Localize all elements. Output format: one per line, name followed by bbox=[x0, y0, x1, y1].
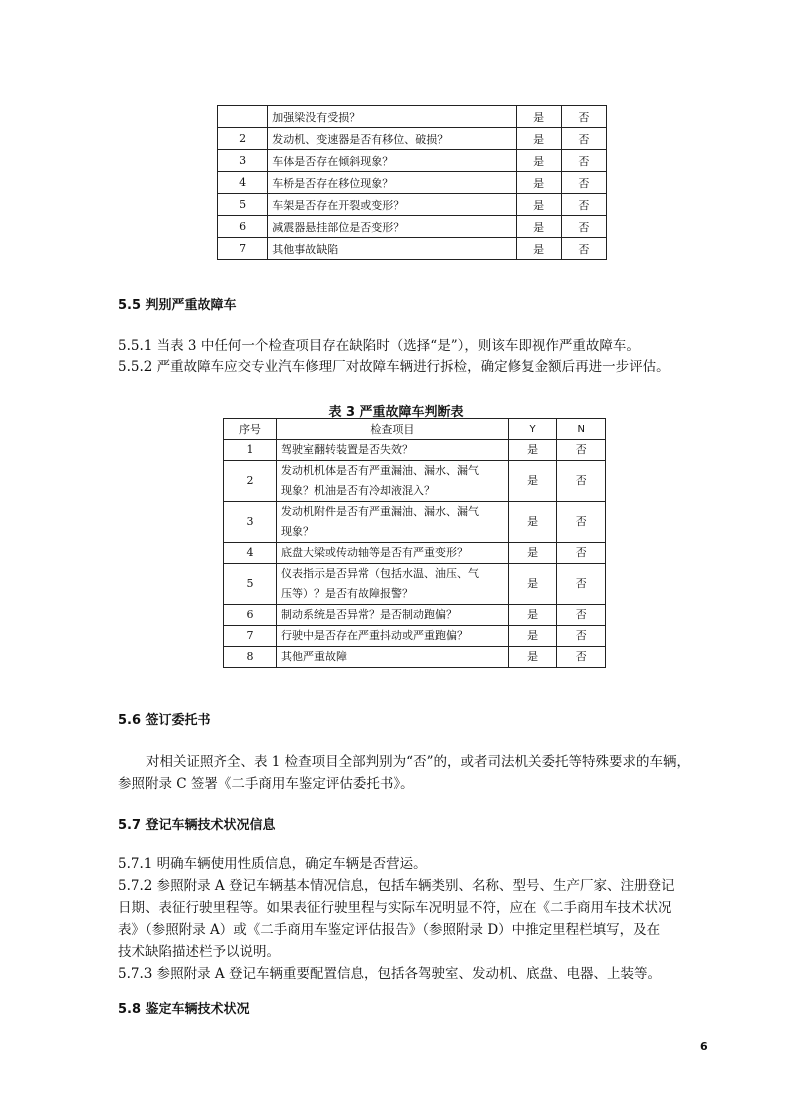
table-row bbox=[218, 238, 607, 260]
row-item: 驾驶室翻转装置是否失效？ bbox=[276, 440, 508, 461]
yes-option: 是 bbox=[508, 440, 557, 461]
no-option: 否 bbox=[557, 564, 606, 605]
row-number: 5 bbox=[224, 564, 277, 605]
yes-option: 是 bbox=[516, 106, 561, 128]
paragraph-5-7-3: 5.7.3 参照附录 A 登记车辆重要配置信息，包括各驾驶室、发动机、底盘、电器、上装等。 bbox=[118, 966, 661, 982]
table-row bbox=[224, 626, 606, 647]
row-number: 7 bbox=[224, 626, 277, 647]
yes-option: 是 bbox=[508, 626, 557, 647]
row-item-line: 仪表指示是否异常（包括水温、油压、气 bbox=[280, 567, 479, 580]
row-item: 行驶中是否存在严重抖动或严重跑偏？ bbox=[276, 626, 508, 647]
row-item: 底盘大梁或传动轴等是否有严重变形？ bbox=[276, 543, 508, 564]
paragraph-5-6-line-1: 对相关证照齐全、表 1 检查项目全部判别为“否”的，或者司法机关委托等特殊要求的车辆， bbox=[146, 754, 690, 770]
header-yes: Y bbox=[508, 419, 557, 440]
yes-option: 是 bbox=[508, 502, 557, 543]
row-number: 6 bbox=[224, 605, 277, 626]
row-item: 其他严重故障 bbox=[276, 647, 508, 668]
no-option: 否 bbox=[557, 647, 606, 668]
no-option: 否 bbox=[557, 440, 606, 461]
table-row bbox=[224, 564, 606, 605]
no-option: 否 bbox=[561, 216, 606, 238]
no-option: 否 bbox=[561, 128, 606, 150]
row-item: 车体是否存在倾斜现象？ bbox=[268, 150, 516, 172]
no-option: 否 bbox=[561, 238, 606, 260]
table-row bbox=[218, 216, 607, 238]
table-3-caption: 表 3 严重故障车判断表 bbox=[328, 405, 464, 420]
row-item bbox=[276, 564, 508, 605]
no-option: 否 bbox=[561, 106, 606, 128]
table-row bbox=[224, 502, 606, 543]
paragraph-5-5-1: 5.5.1 当表 3 中任何一个检查项目存在缺陷时（选择“是”），则该车即视作严重故障车。 bbox=[118, 338, 640, 354]
yes-option: 是 bbox=[508, 543, 557, 564]
paragraph-5-7-2-line-4: 技术缺陷描述栏予以说明。 bbox=[118, 944, 280, 960]
table-row bbox=[224, 605, 606, 626]
row-item-line: 发动机附件是否有严重漏油、漏水、漏气 bbox=[280, 505, 479, 518]
row-item: 发动机、变速器是否有移位、破损？ bbox=[268, 128, 516, 150]
no-option: 否 bbox=[557, 461, 606, 502]
yes-option: 是 bbox=[508, 605, 557, 626]
paragraph-5-7-2-line-3: 表》（参照附录 A）或《二手商用车鉴定评估报告》（参照附录 D）中推定里程栏填写，及在 bbox=[118, 922, 661, 938]
yes-option: 是 bbox=[516, 128, 561, 150]
row-item: 制动系统是否异常？是否制动跑偏？ bbox=[276, 605, 508, 626]
row-number: 4 bbox=[224, 543, 277, 564]
header-no: N bbox=[557, 419, 606, 440]
no-option: 否 bbox=[561, 172, 606, 194]
yes-option: 是 bbox=[516, 172, 561, 194]
table-row bbox=[218, 172, 607, 194]
table-row bbox=[224, 647, 606, 668]
paragraph-5-5-2: 5.5.2 严重故障车应交专业汽车修理厂对故障车辆进行拆检，确定修复金额后再进一步评估。 bbox=[118, 359, 670, 375]
section-5-7-heading: 5.7 登记车辆技术状况信息 bbox=[118, 818, 276, 833]
row-number: 3 bbox=[224, 502, 277, 543]
table-row bbox=[224, 461, 606, 502]
table-header-row bbox=[224, 419, 606, 440]
row-number: 3 bbox=[218, 150, 268, 172]
section-5-5-heading: 5.5 判别严重故障车 bbox=[118, 298, 237, 313]
no-option: 否 bbox=[557, 502, 606, 543]
row-number: 5 bbox=[218, 194, 268, 216]
no-option: 否 bbox=[561, 194, 606, 216]
row-item: 其他事故缺陷 bbox=[268, 238, 516, 260]
row-number: 4 bbox=[218, 172, 268, 194]
section-5-6-heading: 5.6 签订委托书 bbox=[118, 713, 211, 728]
header-number: 序号 bbox=[224, 419, 277, 440]
row-number: 1 bbox=[224, 440, 277, 461]
section-5-8-heading: 5.8 鉴定车辆技术状况 bbox=[118, 1002, 250, 1017]
table-row bbox=[224, 440, 606, 461]
row-number: 7 bbox=[218, 238, 268, 260]
yes-option: 是 bbox=[508, 647, 557, 668]
header-item: 检查项目 bbox=[276, 419, 508, 440]
row-item bbox=[276, 502, 508, 543]
yes-option: 是 bbox=[508, 461, 557, 502]
yes-option: 是 bbox=[516, 194, 561, 216]
row-item: 车架是否存在开裂或变形？ bbox=[268, 194, 516, 216]
table-row bbox=[218, 194, 607, 216]
row-number: 2 bbox=[224, 461, 277, 502]
row-number: 6 bbox=[218, 216, 268, 238]
paragraph-5-7-2-line-2: 日期、表征行驶里程等。如果表征行驶里程与实际车况明显不符，应在《二手商用车技术状况 bbox=[118, 900, 672, 916]
row-item: 减震器悬挂部位是否变形？ bbox=[268, 216, 516, 238]
row-number: 2 bbox=[218, 128, 268, 150]
row-number: 8 bbox=[224, 647, 277, 668]
row-number bbox=[218, 106, 268, 128]
accident-check-table-continued bbox=[217, 105, 607, 260]
no-option: 否 bbox=[561, 150, 606, 172]
no-option: 否 bbox=[557, 543, 606, 564]
yes-option: 是 bbox=[516, 150, 561, 172]
row-item bbox=[276, 461, 508, 502]
paragraph-5-7-1: 5.7.1 明确车辆使用性质信息，确定车辆是否营运。 bbox=[118, 856, 427, 872]
no-option: 否 bbox=[557, 605, 606, 626]
yes-option: 是 bbox=[516, 238, 561, 260]
table-row bbox=[218, 106, 607, 128]
table-row bbox=[218, 128, 607, 150]
yes-option: 是 bbox=[516, 216, 561, 238]
row-item-line: 现象？机油是否有冷却液混入？ bbox=[280, 484, 435, 497]
row-item: 加强梁没有受损？ bbox=[268, 106, 516, 128]
no-option: 否 bbox=[557, 626, 606, 647]
paragraph-5-6-line-2: 参照附录 C 签署《二手商用车鉴定评估委托书》。 bbox=[118, 776, 414, 792]
row-item-line: 压等）？是否有故障报警？ bbox=[280, 587, 413, 600]
paragraph-5-7-2-line-1: 5.7.2 参照附录 A 登记车辆基本情况信息，包括车辆类别、名称、型号、生产厂家、注册登记 bbox=[118, 878, 675, 894]
row-item-line: 现象？ bbox=[280, 525, 314, 538]
serious-fault-table bbox=[223, 418, 606, 668]
row-item: 车桥是否存在移位现象？ bbox=[268, 172, 516, 194]
row-item-line: 发动机机体是否有严重漏油、漏水、漏气 bbox=[280, 464, 479, 477]
table-row bbox=[224, 543, 606, 564]
yes-option: 是 bbox=[508, 564, 557, 605]
page-number: 6 bbox=[700, 1040, 708, 1053]
table-row bbox=[218, 150, 607, 172]
